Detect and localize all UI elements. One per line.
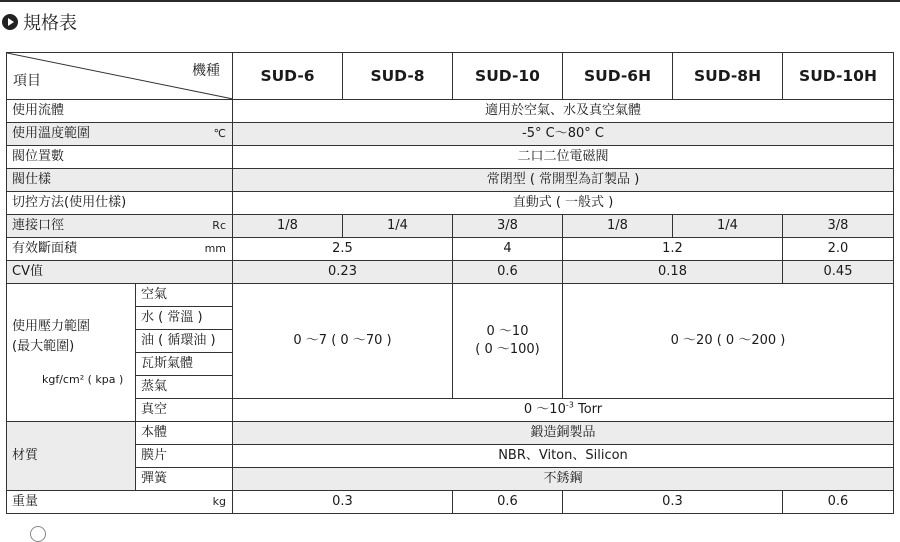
pressure-range-b-kpa: ( 0 ～100) [475,342,540,357]
unit-label: mm [204,242,226,255]
model-header: SUD-10H [783,53,894,100]
spec-table-wrapper [6,52,893,514]
pressure-label-cell [7,284,136,422]
pressure-range-b: 0 ～10 [486,324,529,339]
cell-value: 4 [453,238,563,261]
cell-value: 1/8 [563,215,673,238]
cell-value: 二口二位電磁閥 [233,146,894,169]
media-label: 水 ( 常溫 ) [136,307,233,330]
row-label-cell [7,491,233,514]
model-header: SUD-6 [233,53,343,100]
unit-label: ℃ [213,127,226,140]
model-header: SUD-8H [673,53,783,100]
row-material-spring [7,468,894,491]
row-effective-area [7,238,894,261]
vacuum-range-base: 0 ～10 [523,402,566,417]
model-header: SUD-8 [343,53,453,100]
unit-label: Rc [212,219,226,232]
cell-value: 0.6 [453,491,563,514]
cell-value: 0.23 [233,261,453,284]
cell-value: 直動式 ( 一般式 ) [233,192,894,215]
row-material-body [7,422,894,445]
cell-value: NBR、Viton、Silicon [233,445,894,468]
row-label: 材質 [7,422,136,491]
cell-value: 1/8 [233,215,343,238]
cell-value: 0.3 [563,491,783,514]
cell-value: 2.5 [233,238,453,261]
media-label: 瓦斯氣體 [136,353,233,376]
play-circle-icon [2,14,18,30]
model-header: SUD-10 [453,53,563,100]
row-fluid [7,100,894,123]
cell-value: 0.6 [783,491,894,514]
row-label: 使用流體 [7,100,233,123]
corner-row-label: 項目 [13,73,41,89]
cell-value: 3/8 [783,215,894,238]
row-label: 閥位置數 [7,146,233,169]
vacuum-range-unit: Torr [573,402,603,417]
cell-value: 常閉型 ( 常開型為訂製品 ) [233,169,894,192]
pressure-sublabel: (最大範圍) [12,338,75,354]
row-label: 閥仕樣 [7,169,233,192]
cell-value: 鍛造銅製品 [233,422,894,445]
corner-col-label: 機種 [192,63,220,79]
media-label: 蒸氣 [136,376,233,399]
row-label: 有效斷面積 [12,241,78,256]
row-pressure-vacuum [7,399,894,422]
cell-value: 2.0 [783,238,894,261]
row-label: 重量 [12,494,39,509]
cell-value: 3/8 [453,215,563,238]
corner-cell [7,53,233,100]
cell-value: -5° C～80° C [233,123,894,146]
row-switching [7,192,894,215]
cell-value: 0.18 [563,261,783,284]
top-rule [0,0,900,2]
part-label: 彈簧 [136,468,233,491]
row-weight [7,491,894,514]
section-title: 規格表 [23,13,77,34]
cell-value: 不銹鋼 [233,468,894,491]
section-heading [2,10,77,34]
row-pressure-air [7,284,894,307]
row-label-cell [7,238,233,261]
pressure-range-c: 0 ～20 ( 0 ～200 ) [563,284,894,399]
cell-value: 0.45 [783,261,894,284]
pressure-range-a: 0 ～7 ( 0 ～70 ) [233,284,453,399]
row-port-size [7,215,894,238]
row-label: 使用溫度範圍 [12,126,91,141]
unit-label: kgf/cm² ( kpa ) [42,372,124,386]
row-positions [7,146,894,169]
pressure-range-b-cell [453,284,563,399]
media-label: 空氣 [136,284,233,307]
cell-value: 1/4 [343,215,453,238]
spec-table [6,52,894,514]
part-label: 本體 [136,422,233,445]
row-cv [7,261,894,284]
row-label: CV值 [7,261,233,284]
row-valve-spec [7,169,894,192]
header-row [7,53,894,100]
cell-value: 0.3 [233,491,453,514]
cell-value: 1.2 [563,238,783,261]
row-label-cell [7,215,233,238]
next-section-marker-icon [30,526,46,542]
row-label: 連接口徑 [12,218,65,233]
vacuum-range-exponent: -3 [565,400,574,410]
row-temperature [7,123,894,146]
model-header: SUD-6H [563,53,673,100]
row-label: 切控方法(使用仕樣) [7,192,233,215]
pressure-label: 使用壓力範圍 [12,318,91,334]
media-label: 真空 [136,399,233,422]
media-label: 油 ( 循環油 ) [136,330,233,353]
cell-value: 0.6 [453,261,563,284]
cell-value: 1/4 [673,215,783,238]
part-label: 膜片 [136,445,233,468]
vacuum-range [233,399,894,422]
row-material-diaphragm [7,445,894,468]
cell-value: 適用於空氣、水及真空氣體 [233,100,894,123]
row-label-cell [7,123,233,146]
unit-label: kg [212,495,226,508]
